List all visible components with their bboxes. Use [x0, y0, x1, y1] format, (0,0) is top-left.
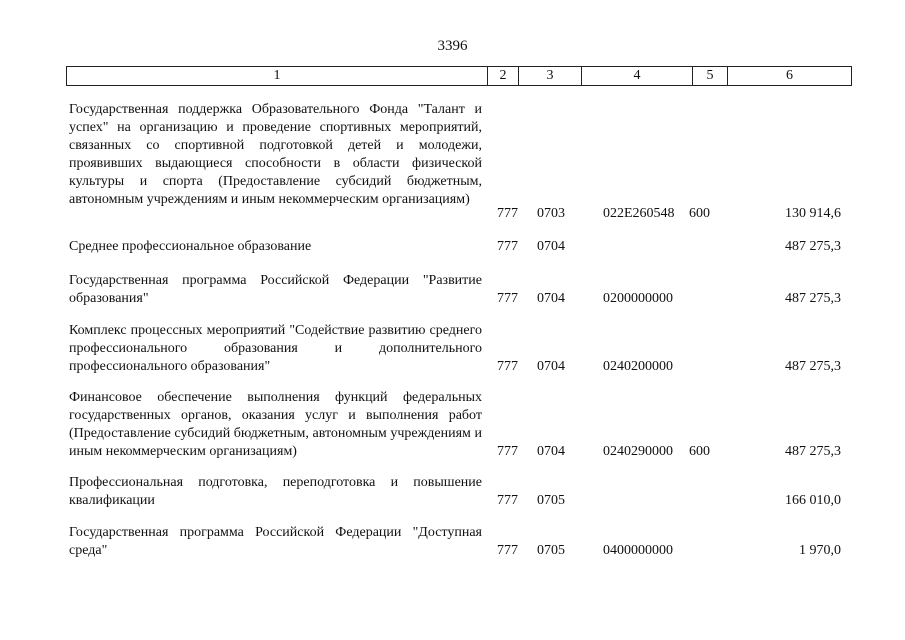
row-target-code: 0400000000 [603, 543, 673, 558]
row-ministry-code: 777 [497, 493, 518, 508]
row-section-code: 0704 [537, 444, 565, 459]
header-col-2: 2 [487, 67, 518, 85]
row-amount: 487 275,3 [785, 444, 841, 459]
row-amount: 130 914,6 [785, 206, 841, 221]
table-row [69, 389, 845, 461]
row-expense-type: 600 [689, 444, 710, 459]
row-ministry-code: 777 [497, 206, 518, 221]
table-row [69, 238, 845, 256]
row-description: Финансовое обеспечение выполнения функций федеральных государственных органов, оказания услуг и выполнения работ (Предоставление субсидий бюджетным, автономным учреждениям и иным некоммерческим организациям) [69, 390, 482, 459]
row-section-code: 0703 [537, 206, 565, 221]
table-row [69, 101, 845, 223]
row-target-code: 022E260548 [603, 206, 675, 221]
row-amount: 1 970,0 [799, 543, 841, 558]
row-amount: 487 275,3 [785, 239, 841, 254]
row-expense-type: 600 [689, 206, 710, 221]
row-section-code: 0705 [537, 543, 565, 558]
row-ministry-code: 777 [497, 359, 518, 374]
row-description: Государственная программа Российской Федерации "Развитие образования" [69, 273, 482, 306]
row-ministry-code: 777 [497, 239, 518, 254]
row-section-code: 0704 [537, 359, 565, 374]
header-col-6: 6 [727, 67, 851, 85]
row-description: Среднее профессиональное образование [69, 239, 312, 254]
table-row [69, 524, 845, 560]
table-row [69, 322, 845, 376]
header-col-3: 3 [518, 67, 581, 85]
row-target-code: 0240200000 [603, 359, 673, 374]
row-ministry-code: 777 [497, 444, 518, 459]
table-row [69, 272, 845, 308]
page-number: 3396 [437, 38, 468, 54]
table-header [66, 66, 852, 86]
table-row [69, 474, 845, 510]
row-description: Комплекс процессных мероприятий "Содействие развитию среднего профессионального образования и дополнительного профессионального образования" [69, 323, 482, 374]
row-target-code: 0240290000 [603, 444, 673, 459]
header-col-5: 5 [692, 67, 727, 85]
row-section-code: 0705 [537, 493, 565, 508]
row-section-code: 0704 [537, 239, 565, 254]
row-amount: 166 010,0 [785, 493, 841, 508]
row-description: Государственная поддержка Образовательного Фонда "Талант и успех" на организацию и проведение спортивных мероприятий, связанных со спортивной подготовкой детей и молодежи, проявивших выдающиеся способности в области физической культуры и спорта (Предоставление субсидий бюджетным, автономным учреждениям и иным некоммерческим организациям) [69, 102, 482, 207]
row-ministry-code: 777 [497, 291, 518, 306]
row-amount: 487 275,3 [785, 359, 841, 374]
row-description: Государственная программа Российской Федерации "Доступная среда" [69, 525, 482, 558]
row-amount: 487 275,3 [785, 291, 841, 306]
row-description: Профессиональная подготовка, переподготовка и повышение квалификации [69, 475, 482, 508]
row-target-code: 0200000000 [603, 291, 673, 306]
header-col-1: 1 [273, 68, 281, 83]
header-col-4: 4 [581, 67, 692, 85]
row-section-code: 0704 [537, 291, 565, 306]
row-ministry-code: 777 [497, 543, 518, 558]
